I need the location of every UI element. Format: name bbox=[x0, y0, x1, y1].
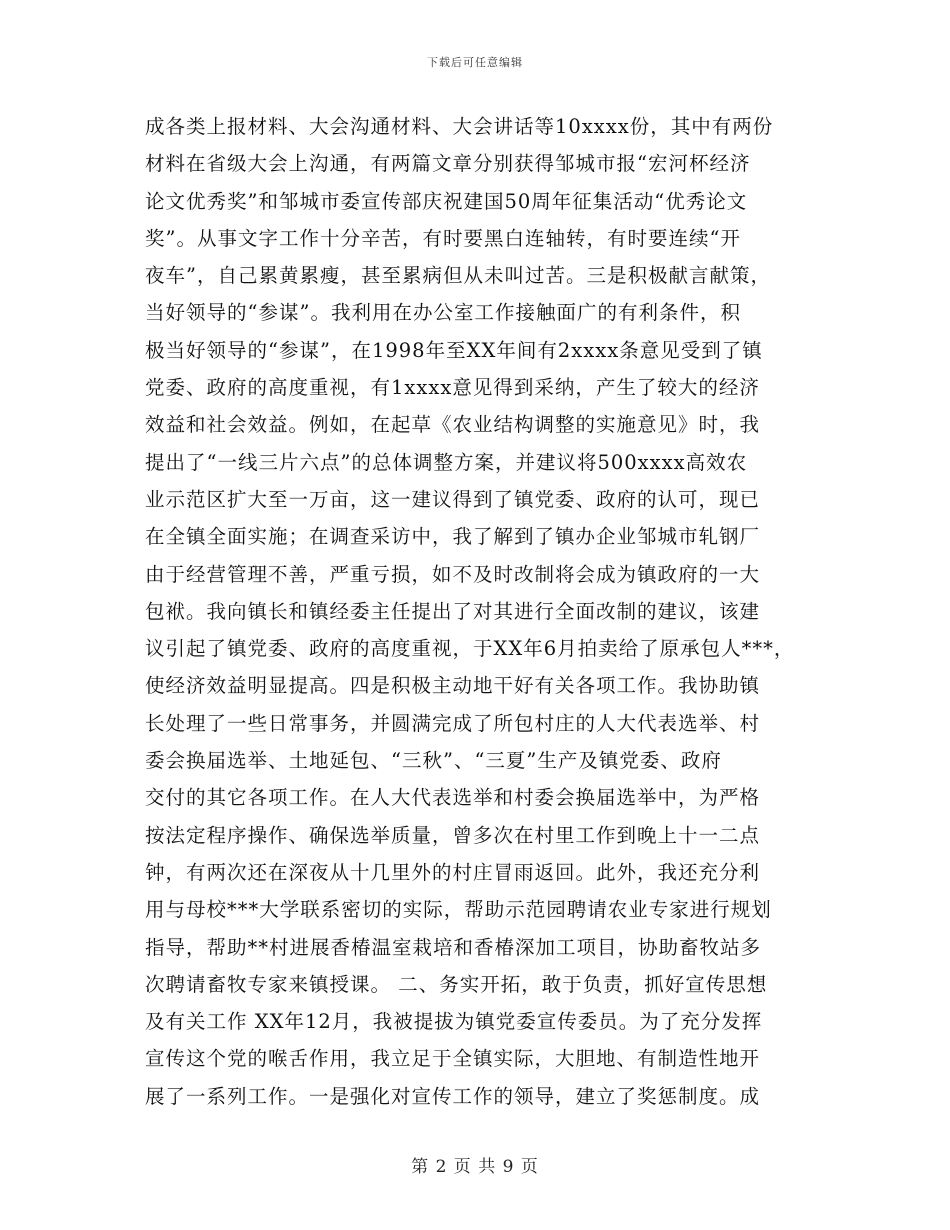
page-header: 下载后可任意编辑 bbox=[427, 56, 523, 69]
body-line: 夜车”，自己累黄累瘦，甚至累病但从未叫过苦。三是积极献言献策， bbox=[145, 264, 771, 288]
body-line: 议引起了镇党委、政府的高度重视，于XX年6月拍卖给了原承包人***， bbox=[145, 637, 795, 661]
body-line: 用与母校***大学联系密切的实际，帮助示范园聘请农业专家进行规划 bbox=[145, 898, 772, 922]
document-body bbox=[145, 108, 805, 1115]
page-number-footer: 第 2 页 共 9 页 bbox=[411, 1157, 539, 1177]
body-line: 由于经营管理不善，严重亏损，如不及时改制将会成为镇政府的一大 bbox=[145, 562, 761, 586]
body-line: 使经济效益明显提高。四是积极主动地干好有关各项工作。我协助镇 bbox=[145, 674, 761, 698]
body-line: 钟，有两次还在深夜从十几里外的村庄冒雨返回。此外，我还充分利 bbox=[145, 860, 761, 884]
body-line: 宣传这个党的喉舌作用，我立足于全镇实际，大胆地、有制造性地开 bbox=[145, 1047, 761, 1071]
body-line: 业示范区扩大至一万亩，这一建议得到了镇党委、政府的认可，现已 bbox=[145, 487, 761, 511]
body-line: 交付的其它各项工作。在人大代表选举和村委会换届选举中，为严格 bbox=[145, 786, 761, 810]
body-line: 在全镇全面实施；在调查采访中，我了解到了镇办企业邹城市轧钢厂 bbox=[145, 525, 761, 549]
body-line: 极当好领导的“参谋”，在1998年至XX年间有2xxxx条意见受到了镇 bbox=[145, 338, 763, 362]
body-line: 论文优秀奖”和邹城市委宣传部庆祝建国50周年征集活动“优秀论文 bbox=[145, 189, 748, 213]
body-line: 按法定程序操作、确保选举质量，曾多次在村里工作到晚上十一二点 bbox=[145, 823, 761, 847]
body-line: 包袱。我向镇长和镇经委主任提出了对其进行全面改制的建议，该建 bbox=[145, 599, 761, 623]
body-line: 成各类上报材料、大会沟通材料、大会讲话等10xxxx份，其中有两份 bbox=[145, 115, 774, 138]
body-line: 提出了“一线三片六点”的总体调整方案，并建议将500xxxx高效农 bbox=[145, 450, 748, 474]
body-line: 指导，帮助**村进展香椿温室栽培和香椿深加工项目，协助畜牧站多 bbox=[145, 935, 762, 959]
body-line: 次聘请畜牧专家来镇授课。 二、务实开拓，敢于负责，抓好宣传思想 bbox=[145, 972, 768, 996]
body-line: 长处理了一些日常事务，并圆满完成了所包村庄的人大代表选举、村 bbox=[145, 711, 761, 735]
body-line: 效益和社会效益。例如，在起草《农业结构调整的实施意见》时，我 bbox=[145, 413, 761, 437]
body-line: 及有关工作 XX年12月，我被提拔为镇党委宣传委员。为了充分发挥 bbox=[145, 1010, 763, 1034]
body-line: 党委、政府的高度重视，有1xxxx意见得到采纳，产生了较大的经济 bbox=[145, 376, 760, 400]
body-line: 材料在省级大会上沟通，有两篇文章分别获得邹城市报“宏河杯经济 bbox=[145, 152, 751, 176]
body-line: 委会换届选举、土地延包、“三秋”、“三夏”生产及镇党委、政府 bbox=[145, 749, 722, 773]
body-line: 当好领导的“参谋”。我利用在办公室工作接触面广的有利条件，积 bbox=[145, 301, 741, 325]
body-line: 展了一系列工作。一是强化对宣传工作的领导，建立了奖惩制度。成 bbox=[145, 1084, 761, 1108]
body-line: 奖”。从事文字工作十分辛苦，有时要黑白连轴转，有时要连续“开 bbox=[145, 226, 741, 250]
